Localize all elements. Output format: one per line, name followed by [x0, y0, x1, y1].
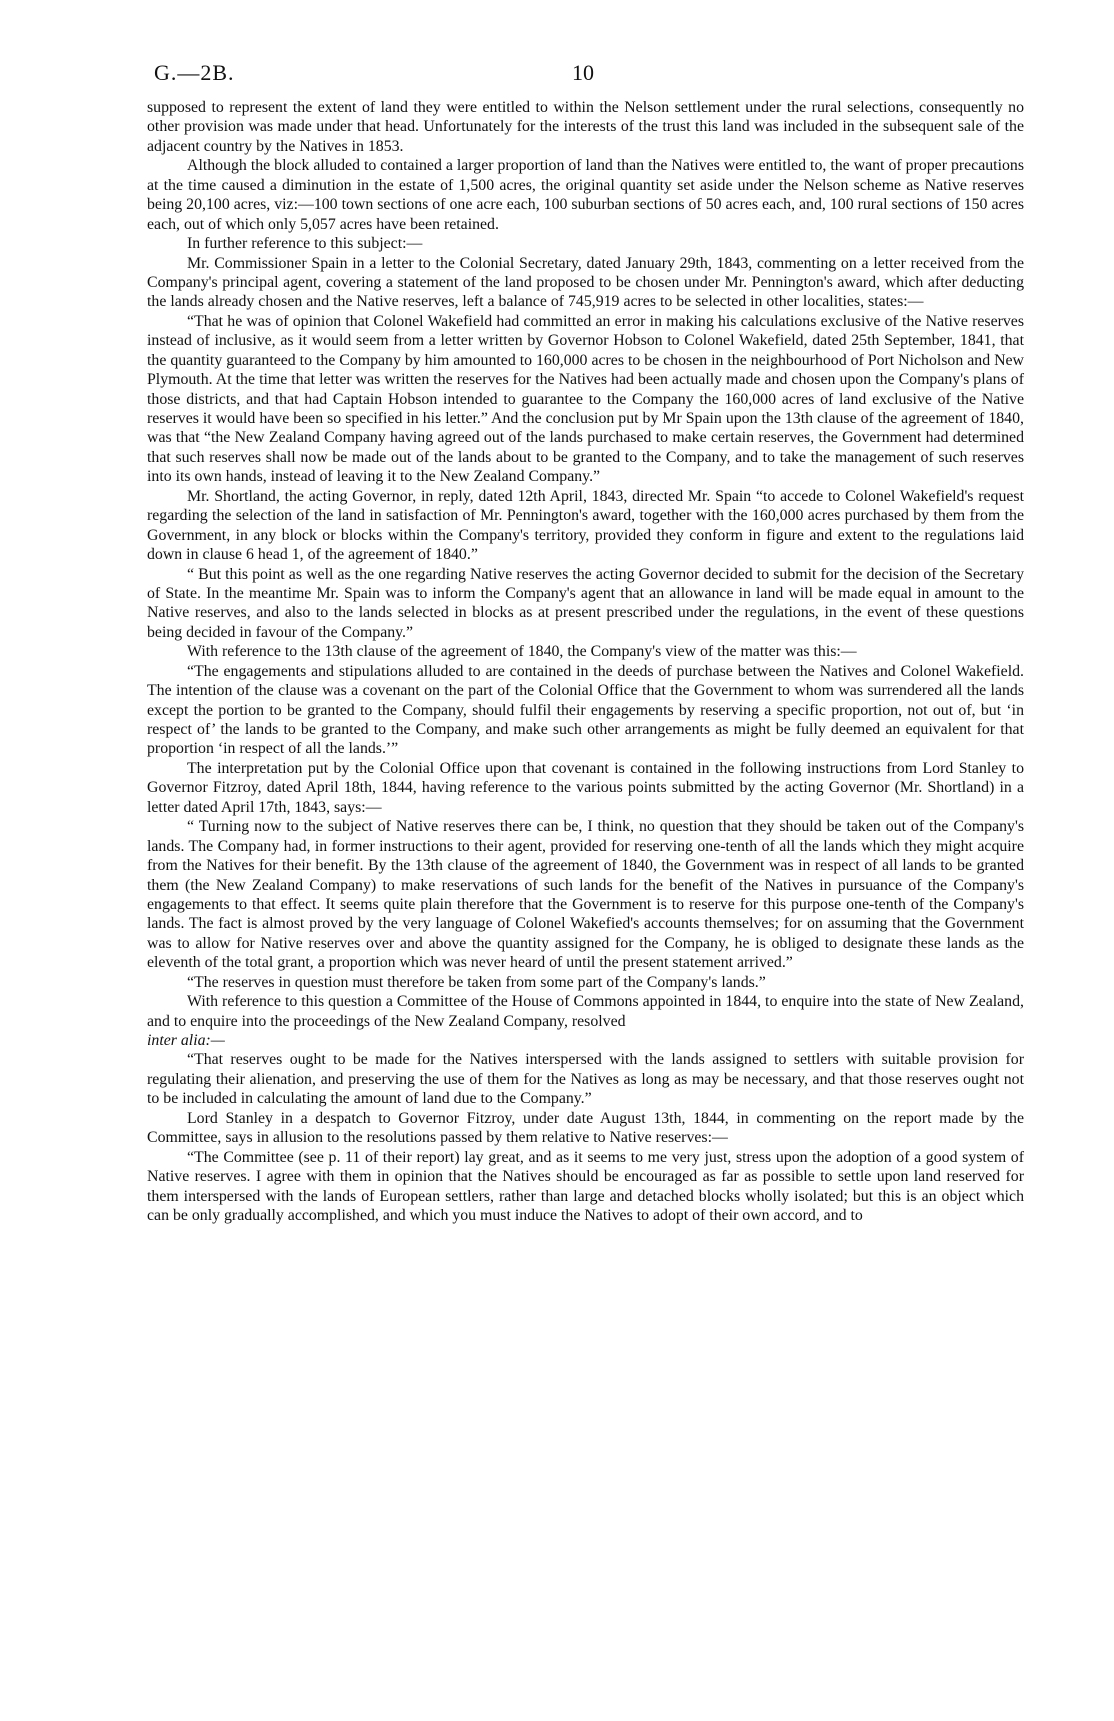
paragraph-continuation	[147, 1031, 1024, 1050]
paragraph: supposed to represent the extent of land they were entitled to within the Nelson settlement under the rural selections, consequently no other provision was made under that head. Unfortunately for the interests of the trust this land was included in the subsequent sale of the adjacent country by the Natives in 1853.	[147, 99, 1024, 155]
paragraph: Mr. Shortland, the acting Governor, in reply, dated 12th April, 1843, directed Mr. Spain “to accede to Colonel Wakefield's request regarding the selection of the land in satisfaction of Mr. Pennington's award, together with the 160,000 acres purchased by them from the Government, in any block or blocks within the Company's territory, provided they conform in figure and extent to the regulations laid down in clause 6 head 1, of the agreement of 1840.”	[147, 487, 1024, 564]
quoted-paragraph: “That he was of opinion that Colonel Wakefield had committed an error in making his calculations exclusive of the Native reserves instead of inclusive, as it would seem from a letter written by Governor Hobson to Colonel Wakefield, dated 25th September, 1841, that the quantity guaranteed to the Company by him amounted to 160,000 acres to be chosen in the neighbourhood of Port Nicholson and New Plymouth. At the time that letter was written the reserves for the Natives had been actually made and chosen upon the Company's plans of those districts, and that had Captain Hobson intended to guarantee to the Company the 160,000 acres of land exclusive of the Native reserves it would have been so specified in his letter.” And the conclusion put by Mr Spain upon the 13th clause of the agreement of 1840, was that “the New Zealand Company having agreed out of the lands purchased to make certain reserves, the Government had determined that such reserves shall now be made out of the lands about to be granted to the Company, and to take the management of such reserves into its own hands, instead of leaving it to the New Zealand Company.”	[147, 312, 1024, 486]
paragraph: With reference to this question a Committee of the House of Commons appointed in 1844, to enquire into the state of New Zealand, and to enquire into the proceedings of the New Zealand Company, resolved	[147, 993, 1024, 1030]
quoted-paragraph: “The Committee (see p. 11 of their report) lay great, and as it seems to me very just, stress upon the adoption of a good system of Native reserves. I agree with them in opinion that the Natives should be encouraged as far as possible to settle upon land reserved for them interspersed with the lands of European settlers, rather than large and detached blocks wholly isolated; but this is an object which can be only gradually accomplished, and which you must induce the Natives to adopt of their own accord, and to	[147, 1148, 1024, 1224]
paragraph: The interpretation put by the Colonial Office upon that covenant is contained in the following instructions from Lord Stanley to Governor Fitzroy, dated April 18th, 1844, having reference to the various points submitted by the acting Governor (Mr. Shortland) in a letter dated April 17th, 1843, says:—	[147, 759, 1024, 816]
quoted-paragraph: “The engagements and stipulations alluded to are contained in the deeds of purchase between the Natives and Colonel Wakefield. The intention of the clause was a covenant on the part of the Colonial Office that the Government to whom was surrendered all the lands except the portion to be granted to the Company, should fulfil their engagements by reserving a specific proportion, not out of, but ‘in respect of’ the lands to be granted to the Company, and make such other arrangements as might be fully deemed an equivalent for that proportion ‘in respect of all the lands.’”	[147, 662, 1024, 758]
quoted-paragraph: “ Turning now to the subject of Native reserves there can be, I think, no question that they should be taken out of the Company's lands. The Company had, in former instructions to their agent, provided for reserving one-tenth of all the lands which they might acquire from the Natives for their benefit. By the 13th clause of the agreement of 1840, the Government was in respect of all lands to be granted them (the New Zealand Company) to make reservations of such lands for the benefit of the Natives in pursuance of the Company's engagements to that effect. It seems quite plain therefore that the Government is to reserve for this purpose one-tenth of the Company's lands. The fact is almost proved by the very language of Colonel Wakefied's accounts themselves; for on assuming that the Government was to allow for Native reserves over and above the quantity assigned for the Company, he is obliged to designate these lands as the eleventh of the total grant, a proportion which was never heard of until the present statement arrived.”	[147, 818, 1024, 972]
quoted-paragraph: “The reserves in question must therefore be taken from some part of the Company's lands.”	[187, 973, 766, 991]
quoted-paragraph: “That reserves ought to be made for the Natives interspersed with the lands assigned to settlers with suitable provision for regulating their alienation, and preserving the use of them for the Natives as long as may be necessary, and that those reserves ought not to be included in calculating the amount of land due to the Company.”	[147, 1051, 1024, 1108]
paragraph: With reference to the 13th clause of the agreement of 1840, the Company's view of the matter was this:—	[187, 643, 857, 661]
latin-phrase: inter alia:—	[147, 1032, 225, 1049]
paragraph: Mr. Commissioner Spain in a letter to the Colonial Secretary, dated January 29th, 1843, commenting on a letter received from the Company's principal agent, covering a statement of the land proposed to be chosen under Mr. Pennington's award, which after deducting the lands already chosen and the Native reserves, left a balance of 745,919 acres to be selected in other localities, states:—	[147, 254, 1024, 311]
body-text	[147, 98, 1024, 1225]
paragraph: Although the block alluded to contained a larger proportion of land than the Natives were entitled to, the want of proper precautions at the time caused a diminution in the estate of 1,500 acres, the original quantity set aside under the Nelson scheme as Native reserves being 20,100 acres, viz:—100 town sections of one acre each, 100 suburban sections of 50 acres each, and, 100 rural sections of 150 acres each, out of which only 5,057 acres have been retained.	[147, 157, 1024, 233]
quoted-paragraph: “ But this point as well as the one regarding Native reserves the acting Governor decided to submit for the decision of the Secretary of State. In the meantime Mr. Spain was to inform the Company's agent that an allowance in land will be made equal in amount to the Native reserves, and also to the lands selected in blocks as at present prescribed under the regulations, in the event of these questions being decided in favour of the Company.”	[147, 565, 1024, 641]
document-reference: G.—2B.	[154, 60, 235, 85]
page-header	[147, 52, 1024, 98]
paragraph: In further reference to this subject:—	[187, 235, 423, 253]
paragraph: Lord Stanley in a despatch to Governor Fitzroy, under date August 13th, 1844, in commenting on the report made by the Committee, says in allusion to the resolutions passed by them relative to Native reserves:—	[147, 1109, 1024, 1147]
page-number: 10	[572, 60, 594, 85]
